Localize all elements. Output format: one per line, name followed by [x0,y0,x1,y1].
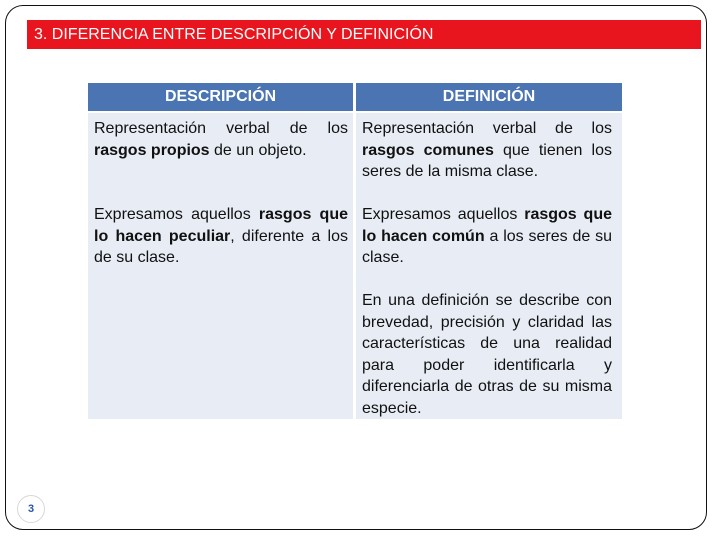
slide-title: 3. DIFERENCIA ENTRE DESCRIPCIÓN Y DEFINICIÓN [27,20,701,49]
descripcion-cell-2: Expresamos aquellos rasgos que lo hacen peculiar, diferente a los de su clase. [94,206,349,266]
definicion-cell-2: Expresamos aquellos rasgos que lo hacen común a los seres de su clase. [362,206,613,266]
definicion-cell-3: En una definición se describe con brevedad, precisión y claridad las características de una realidad para poder identificarla y diferenciarla de otras de su misma especie. [362,292,612,417]
definicion-cell-1: Representación verbal de los rasgos comunes que tienen los seres de la misma clase. [362,120,613,180]
column-definicion [356,113,622,419]
page-number-badge: 3 [17,495,45,523]
descripcion-cell-1: Representación verbal de los rasgos propios de un objeto. [94,120,348,159]
header-definicion: DEFINICIÓN [356,83,622,111]
column-descripcion [88,113,353,419]
header-descripcion: DESCRIPCIÓN [88,83,353,111]
